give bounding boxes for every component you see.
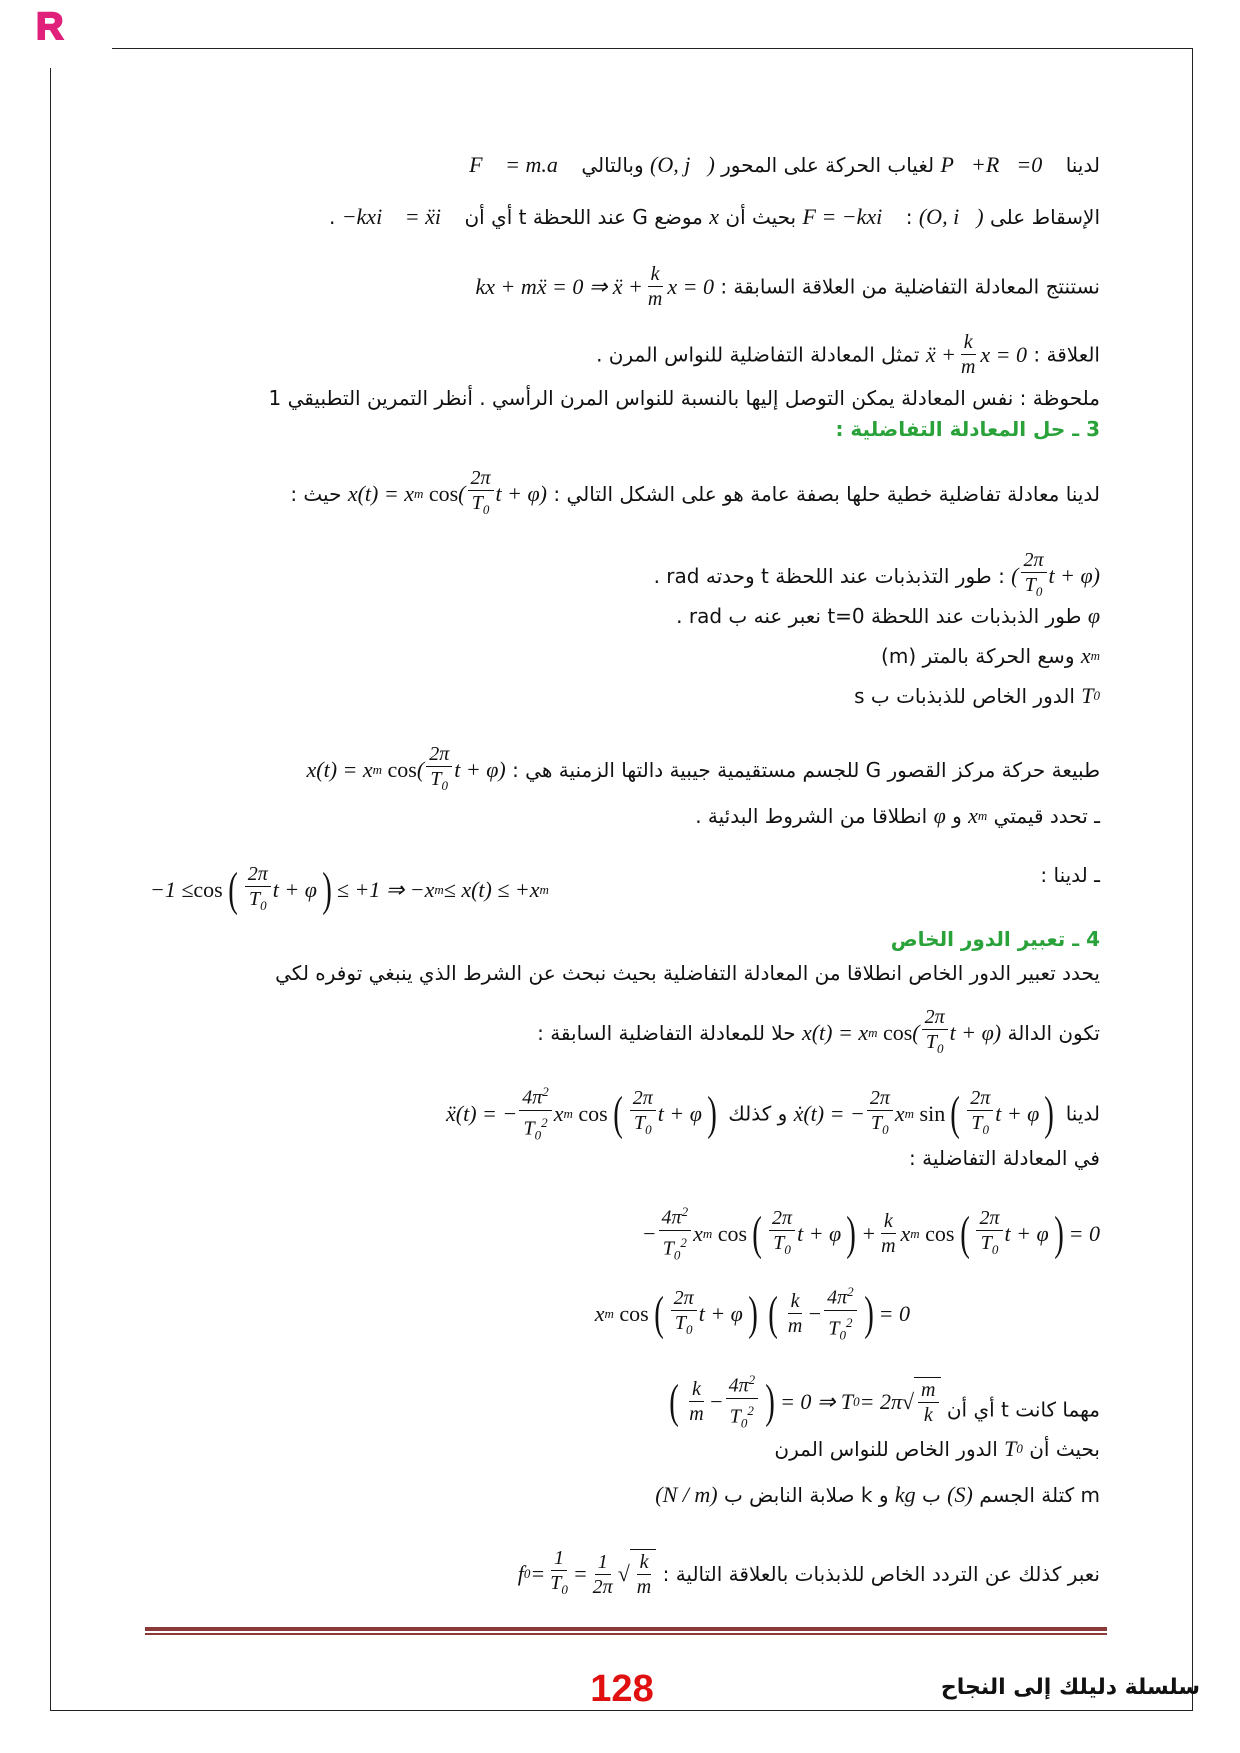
frame-left — [50, 68, 51, 1710]
frame-right — [1192, 48, 1193, 1710]
page-number: 128 — [590, 1668, 654, 1710]
line-period: T 0 الدور الخاص للذبذبات ب s — [854, 683, 1100, 708]
line-projection: الإسقاط على (O, i⃗) : F = −kxi⃗ بحيث أن x موضع G عند اللحظة t أي أن −kxi⃗ = ẍi⃗ . — [328, 204, 1100, 229]
footer-rule-thick — [145, 1627, 1107, 1631]
eq-substituted: − $\frac{4\pi^2}{T_0^2}$ x m cos ( $\frac{2\pi}{T_0}$ t + φ ) + $\frac{k}{m}$ x m cos ( $\frac{2\pi}{T_0}$ t + φ ) = 0 — [642, 1200, 1100, 1267]
line-frequency: نعبر كذلك عن التردد الخاص للذبذبات بالعلاقة التالية : f 0 = $\frac{1}{T_0}$ = $\frac{1}{2\pi}$ √ $\frac{k}{m}$ — [517, 1547, 1100, 1598]
line-newton: لدينا P⃗+R⃗=0⃗ لغياب الحركة على المحور (O, j⃗) وبالتالي F⃗ = m.a⃗ — [469, 152, 1100, 177]
heading-solution: 3 ـ حل المعادلة التفاضلية : — [835, 417, 1100, 441]
line-units: m كتلة الجسم (S) ب kg و k صلابة النابض ب (N / m) — [655, 1482, 1100, 1507]
series-title: سلسلة دليلك إلى النجاح — [940, 1675, 1200, 1700]
line-amplitude: x m وسع الحركة بالمتر (m) — [881, 643, 1100, 668]
line-period-formula: مهما كانت t أي أن ( $\frac{k}{m}$ − $\frac{4\pi^2}{T_0^2}$ ) = 0 ⇒ T 0 = 2π √ $\frac{m}{k}$ — [664, 1368, 1100, 1435]
top-rule — [112, 48, 1192, 49]
line-bounds: ـ لدينا : −1 ≤ cos ( $\frac{2\pi}{T_0}$ t + φ ) ≤ +1 ⇒ −x m ≤ x(t) ≤ +x m — [150, 863, 1100, 916]
heading-period: 4 ـ تعبير الدور الخاص — [890, 927, 1100, 951]
eq-factored: x m cos ( $\frac{2\pi}{T_0}$ t + φ ) ( $\frac{k}{m}$ − $\frac{4\pi^2}{T_0^2}$ ) = 0 — [595, 1280, 910, 1347]
line-initial-phase: φ طور الذبذبات عند اللحظة t=0 نعبر عنه ب rad . — [676, 603, 1100, 628]
line-period-def: بحيث أن T 0 الدور الخاص للنواس المرن — [774, 1436, 1100, 1461]
line-deduce: نستنتج المعادلة التفاضلية من العلاقة السابقة : kx + mẍ = 0 ⇒ ẍ + $\frac{k}{m}$ x = 0 — [475, 263, 1100, 310]
line-period-intro: يحدد تعبير الدور الخاص انطلاقا من المعادلة التفاضلية بحيث نبحث عن الشرط الذي ينبغي توفره لكي — [275, 961, 1100, 985]
line-general-solution: لدينا معادلة تفاضلية خطية حلها بصفة عامة هو على الشكل التالي : x(t) = x m cos ( $\frac{2\pi}{T_0}$ t + φ) حيث : — [290, 467, 1100, 517]
line-relation: العلاقة : ẍ + $\frac{k}{m}$ x = 0 تمثل المعادلة التفاضلية للنواس المرن . — [596, 331, 1100, 378]
line-substitute: في المعادلة التفاضلية : — [909, 1146, 1100, 1170]
line-determine: ـ تحدد قيمتي x m و φ انطلاقا من الشروط البدئية . — [695, 803, 1100, 828]
line-motion-nature: طبيعة حركة مركز القصور G للجسم مستقيمية جيبية دالتها الزمنية هي : x(t) = x m cos ( $\frac{2\pi}{T_0}$ t + φ) — [306, 743, 1100, 793]
brand-logo: R — [36, 6, 65, 48]
footer-rule-thin — [145, 1633, 1107, 1635]
line-function: تكون الدالة x(t) = x m cos ( $\frac{2\pi}{T_0}$ t + φ) حلا للمعادلة التفاضلية السابقة : — [537, 1006, 1100, 1056]
line-note: ملحوظة : نفس المعادلة يمكن التوصل إليها بالنسبة للنواس المرن الرأسي . أنظر التمرين التطبيقي 1 — [268, 386, 1100, 410]
line-phase: ( $\frac{2\pi}{T_0}$ t + φ) : طور التذبذبات عند اللحظة t وحدته rad . — [653, 549, 1100, 599]
line-derivatives: لدينا ẋ(t) = − $\frac{2\pi}{T_0}$ x m sin ( $\frac{2\pi}{T_0}$ t + φ ) و كذلك ẍ(t) = − $\frac{4\pi^2}{T_0^2}$ x m cos ( $\frac{2\pi}{T_0}$ t + φ ) — [446, 1080, 1100, 1147]
